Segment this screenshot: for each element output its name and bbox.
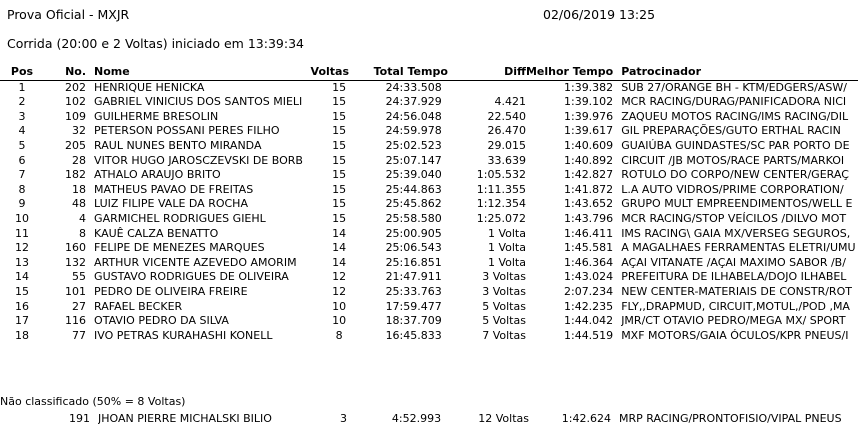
cell-laps: 12	[332, 270, 347, 284]
cell-number: 18	[72, 182, 87, 196]
col-number: No.	[65, 65, 87, 78]
cell-diff	[458, 80, 526, 95]
cell-diff: 1:05.532	[476, 168, 526, 182]
cell-sponsor: JMR/CT OTAVIO PEDRO/MEGA MX/ SPORT	[621, 314, 846, 328]
cell-number: 32	[72, 124, 87, 138]
cell-sponsor: GUAIÚBA GUINDASTES/SC PAR PORTO DE	[621, 138, 850, 152]
cell-number: 55	[72, 270, 87, 284]
cell-laps: 10	[332, 314, 347, 328]
cell-total-time: 18:37.709	[385, 314, 442, 328]
cell-pos: 2	[18, 95, 26, 109]
cell-name: PETERSON POSSANI PERES FILHO	[94, 124, 280, 138]
cell-diff: 22.540	[487, 109, 526, 123]
table-row	[0, 124, 858, 139]
race-info: Corrida (20:00 e 2 Voltas) iniciado em 13:39:34	[7, 36, 304, 51]
cell-diff: 1 Volta	[487, 255, 526, 269]
table-row	[0, 95, 858, 110]
cell-total-time: 25:33.763	[385, 284, 442, 298]
cell-diff: 5 Voltas	[482, 314, 526, 328]
cell-diff: 26.470	[487, 124, 526, 138]
col-sponsor: Patrocinador	[621, 65, 702, 78]
cell-pos: 1	[18, 80, 26, 94]
cell-laps: 15	[332, 124, 347, 138]
cell-best-lap: 1:40.609	[563, 138, 614, 152]
cell-pos: 8	[18, 182, 26, 196]
cell-sponsor: MCR RACING/STOP VEÍCILOS /DILVO MOT	[621, 211, 847, 225]
cell-best-lap: 1:46.364	[563, 255, 614, 269]
cell-pos: 12	[14, 241, 29, 255]
cell-laps: 8	[335, 328, 343, 342]
cell-name: GARMICHEL RODRIGUES GIEHL	[94, 211, 266, 225]
cell-number: 132	[65, 255, 87, 269]
cell-pos: 18	[14, 328, 29, 342]
cell-best-lap: 1:44.519	[563, 328, 614, 342]
cell-name: ATHALO ARAUJO BRITO	[94, 168, 221, 182]
cell-sponsor: ROTULO DO CORPO/NEW CENTER/GERAÇ	[621, 168, 849, 182]
cell-diff: 4.421	[494, 95, 526, 109]
cell-pos: 11	[14, 226, 29, 240]
cell-laps: 15	[332, 109, 347, 123]
cell-pos: 9	[18, 197, 26, 211]
cell-number: 191	[69, 412, 90, 425]
cell-best-lap: 1:45.581	[563, 241, 614, 255]
table-row	[0, 412, 856, 427]
cell-best-lap: 1:40.892	[563, 153, 614, 167]
cell-pos: 13	[14, 255, 29, 269]
cell-name: IVO PETRAS KURAHASHI KONELL	[94, 328, 273, 342]
cell-total-time: 16:45.833	[385, 328, 442, 342]
cell-laps: 15	[332, 182, 347, 196]
cell-number: 77	[72, 328, 87, 342]
cell-diff: 5 Voltas	[482, 299, 526, 313]
table-row	[0, 285, 858, 300]
table-row	[0, 154, 858, 169]
cell-name: RAUL NUNES BENTO MIRANDA	[94, 138, 262, 152]
cell-sponsor: MXF MOTORS/GAIA ÓCULOS/KPR PNEUS/I	[621, 328, 849, 342]
cell-best-lap: 1:42.827	[563, 168, 614, 182]
cell-number: 101	[65, 284, 87, 298]
cell-total-time: 25:39.040	[385, 168, 442, 182]
cell-name: PEDRO DE OLIVEIRA FREIRE	[94, 284, 248, 298]
cell-total-time: 17:59.477	[385, 299, 442, 313]
cell-laps: 12	[332, 284, 347, 298]
cell-name: HENRIQUE HENICKA	[94, 80, 205, 94]
not-classified-table	[0, 412, 856, 427]
cell-best-lap: 1:41.872	[563, 182, 614, 196]
col-total-time: Total Tempo	[373, 65, 448, 78]
cell-laps: 15	[332, 138, 347, 152]
cell-name: OTAVIO PEDRO DA SILVA	[94, 314, 229, 328]
cell-laps: 14	[332, 255, 347, 269]
cell-total-time: 25:00.905	[385, 226, 442, 240]
cell-number: 48	[72, 197, 87, 211]
cell-total-time: 21:47.911	[385, 270, 442, 284]
results-body	[0, 80, 858, 343]
not-classified-body	[0, 412, 856, 427]
cell-name: GUSTAVO RODRIGUES DE OLIVEIRA	[94, 270, 289, 284]
cell-best-lap: 1:42.235	[563, 299, 614, 313]
cell-diff: 7 Voltas	[482, 328, 526, 342]
cell-diff: 33.639	[487, 153, 526, 167]
cell-number: 205	[65, 138, 87, 152]
table-row	[0, 139, 858, 154]
cell-number: 109	[65, 109, 87, 123]
cell-sponsor: PREFEITURA DE ILHABELA/DOJO ILHABEL	[621, 270, 847, 284]
cell-sponsor: GIL PREPARAÇÕES/GUTO ERTHAL RACIN	[621, 124, 841, 138]
cell-number: 102	[65, 95, 87, 109]
cell-sponsor: MRP RACING/PRONTOFISIO/VIPAL PNEUS	[619, 412, 842, 425]
cell-sponsor: IMS RACING\ GAIA MX/VERSEG SEGUROS,	[621, 226, 851, 240]
cell-sponsor: AÇAI VITANATE /AÇAI MAXIMO SABOR /B/	[621, 255, 846, 269]
table-row	[0, 314, 858, 329]
cell-laps: 15	[332, 95, 347, 109]
cell-name: GUILHERME BRESOLIN	[94, 109, 219, 123]
results-table	[0, 65, 858, 343]
event-title: Prova Oficial - MXJR	[7, 7, 130, 22]
cell-total-time: 25:07.147	[385, 153, 442, 167]
col-laps: Voltas	[310, 65, 349, 78]
cell-number: 160	[65, 241, 87, 255]
table-row	[0, 80, 858, 95]
cell-sponsor: GRUPO MULT EMPREENDIMENTOS/WELL E	[621, 197, 853, 211]
cell-best-lap: 1:39.102	[563, 95, 614, 109]
table-row	[0, 300, 858, 315]
cell-laps: 15	[332, 153, 347, 167]
table-row	[0, 183, 858, 198]
cell-best-lap: 1:39.382	[563, 80, 614, 94]
cell-name: GABRIEL VINICIUS DOS SANTOS MIELI	[94, 95, 303, 109]
cell-pos: 17	[14, 314, 29, 328]
cell-pos: 14	[14, 270, 29, 284]
cell-best-lap: 1:39.617	[563, 124, 614, 138]
cell-sponsor: L.A AUTO VIDROS/PRIME CORPORATION/	[621, 182, 844, 196]
not-classified-label: Não classificado (50% = 8 Voltas)	[0, 395, 186, 408]
header-row	[0, 65, 858, 80]
cell-name: FELIPE DE MENEZES MARQUES	[94, 241, 265, 255]
col-diff: Diff	[504, 65, 526, 78]
cell-diff: 1 Volta	[487, 226, 526, 240]
cell-laps: 3	[340, 412, 347, 425]
cell-pos: 16	[14, 299, 29, 313]
cell-number: 182	[65, 168, 87, 182]
cell-best-lap: 1:43.652	[563, 197, 614, 211]
cell-diff: 1 Volta	[487, 241, 526, 255]
cell-number: 28	[72, 153, 87, 167]
cell-pos: 6	[18, 153, 26, 167]
cell-name: KAUÊ CALZA BENATTO	[94, 226, 219, 240]
cell-best-lap: 1:44.042	[563, 314, 614, 328]
cell-total-time: 24:37.929	[385, 95, 442, 109]
cell-total-time: 25:16.851	[385, 255, 442, 269]
cell-total-time: 25:02.523	[385, 138, 442, 152]
cell-number: 4	[79, 211, 87, 225]
cell-total-time: 25:45.862	[385, 197, 442, 211]
table-row	[0, 110, 858, 125]
cell-name: ARTHUR VICENTE AZEVEDO AMORIM	[94, 255, 297, 269]
cell-total-time: 24:33.508	[385, 80, 442, 94]
cell-sponsor: CIRCUIT /JB MOTOS/RACE PARTS/MARKOI	[621, 153, 845, 167]
table-row	[0, 168, 858, 183]
cell-best-lap: 1:42.624	[561, 412, 611, 425]
cell-diff: 1:12.354	[476, 197, 526, 211]
cell-sponsor: SUB 27/ORANGE BH - KTM/EDGERS/ASW/	[621, 80, 847, 94]
cell-number: 27	[72, 299, 87, 313]
cell-sponsor: FLY,,DRAPMUD, CIRCUIT,MOTUL,/POD ,MA	[621, 299, 850, 313]
table-row	[0, 241, 858, 256]
col-name: Nome	[94, 65, 130, 78]
cell-laps: 14	[332, 241, 347, 255]
cell-total-time: 25:06.543	[385, 241, 442, 255]
cell-name: VITOR HUGO JAROSCZEVSKI DE BORB	[94, 153, 303, 167]
cell-total-time: 25:44.863	[385, 182, 442, 196]
cell-pos: 7	[18, 168, 26, 182]
cell-diff: 29.015	[487, 138, 526, 152]
cell-laps: 15	[332, 197, 347, 211]
table-row	[0, 270, 858, 285]
cell-name: RAFAEL BECKER	[94, 299, 183, 313]
cell-pos: 3	[18, 109, 26, 123]
cell-sponsor: A MAGALHAES FERRAMENTAS ELETRI/UMU	[621, 241, 856, 255]
cell-sponsor: MCR RACING/DURAG/PANIFICADORA NICI	[621, 95, 847, 109]
cell-diff: 12 Voltas	[478, 412, 529, 425]
table-row	[0, 197, 858, 212]
cell-number: 8	[79, 226, 87, 240]
table-row	[0, 212, 858, 227]
table-row	[0, 227, 858, 242]
cell-diff: 1:11.355	[476, 182, 526, 196]
cell-diff: 1:25.072	[476, 211, 526, 225]
cell-number: 116	[65, 314, 87, 328]
table-row	[0, 329, 858, 344]
cell-name: MATHEUS PAVAO DE FREITAS	[94, 182, 254, 196]
cell-pos: 15	[14, 284, 29, 298]
col-best-lap: Melhor Tempo	[525, 65, 614, 78]
cell-pos: 4	[18, 124, 26, 138]
cell-laps: 15	[332, 168, 347, 182]
cell-best-lap: 1:39.976	[563, 109, 614, 123]
cell-diff: 3 Voltas	[482, 284, 526, 298]
cell-name: JHOAN PIERRE MICHALSKI BILIO	[98, 412, 272, 425]
cell-best-lap: 2:07.234	[563, 284, 614, 298]
cell-name: LUIZ FILIPE VALE DA ROCHA	[94, 197, 248, 211]
cell-total-time: 24:59.978	[385, 124, 442, 138]
cell-laps: 10	[332, 299, 347, 313]
cell-number: 202	[65, 80, 87, 94]
cell-total-time: 24:56.048	[385, 109, 442, 123]
cell-laps: 15	[332, 211, 347, 225]
cell-pos: 10	[14, 211, 29, 225]
cell-total-time: 4:52.993	[391, 412, 442, 425]
col-pos: Pos	[10, 65, 34, 78]
report-datetime: 02/06/2019 13:25	[543, 7, 656, 22]
cell-best-lap: 1:46.411	[563, 226, 614, 240]
cell-best-lap: 1:43.024	[563, 270, 614, 284]
cell-diff: 3 Voltas	[482, 270, 526, 284]
cell-sponsor: ZAQUEU MOTOS RACING/IMS RACING/DIL	[621, 109, 849, 123]
cell-pos	[0, 412, 46, 427]
table-row	[0, 256, 858, 271]
cell-laps: 14	[332, 226, 347, 240]
cell-laps: 15	[332, 80, 347, 94]
cell-sponsor: NEW CENTER-MATERIAIS DE CONSTR/ROT	[621, 284, 852, 298]
cell-total-time: 25:58.580	[385, 211, 442, 225]
cell-best-lap: 1:43.796	[563, 211, 614, 225]
cell-pos: 5	[18, 138, 26, 152]
